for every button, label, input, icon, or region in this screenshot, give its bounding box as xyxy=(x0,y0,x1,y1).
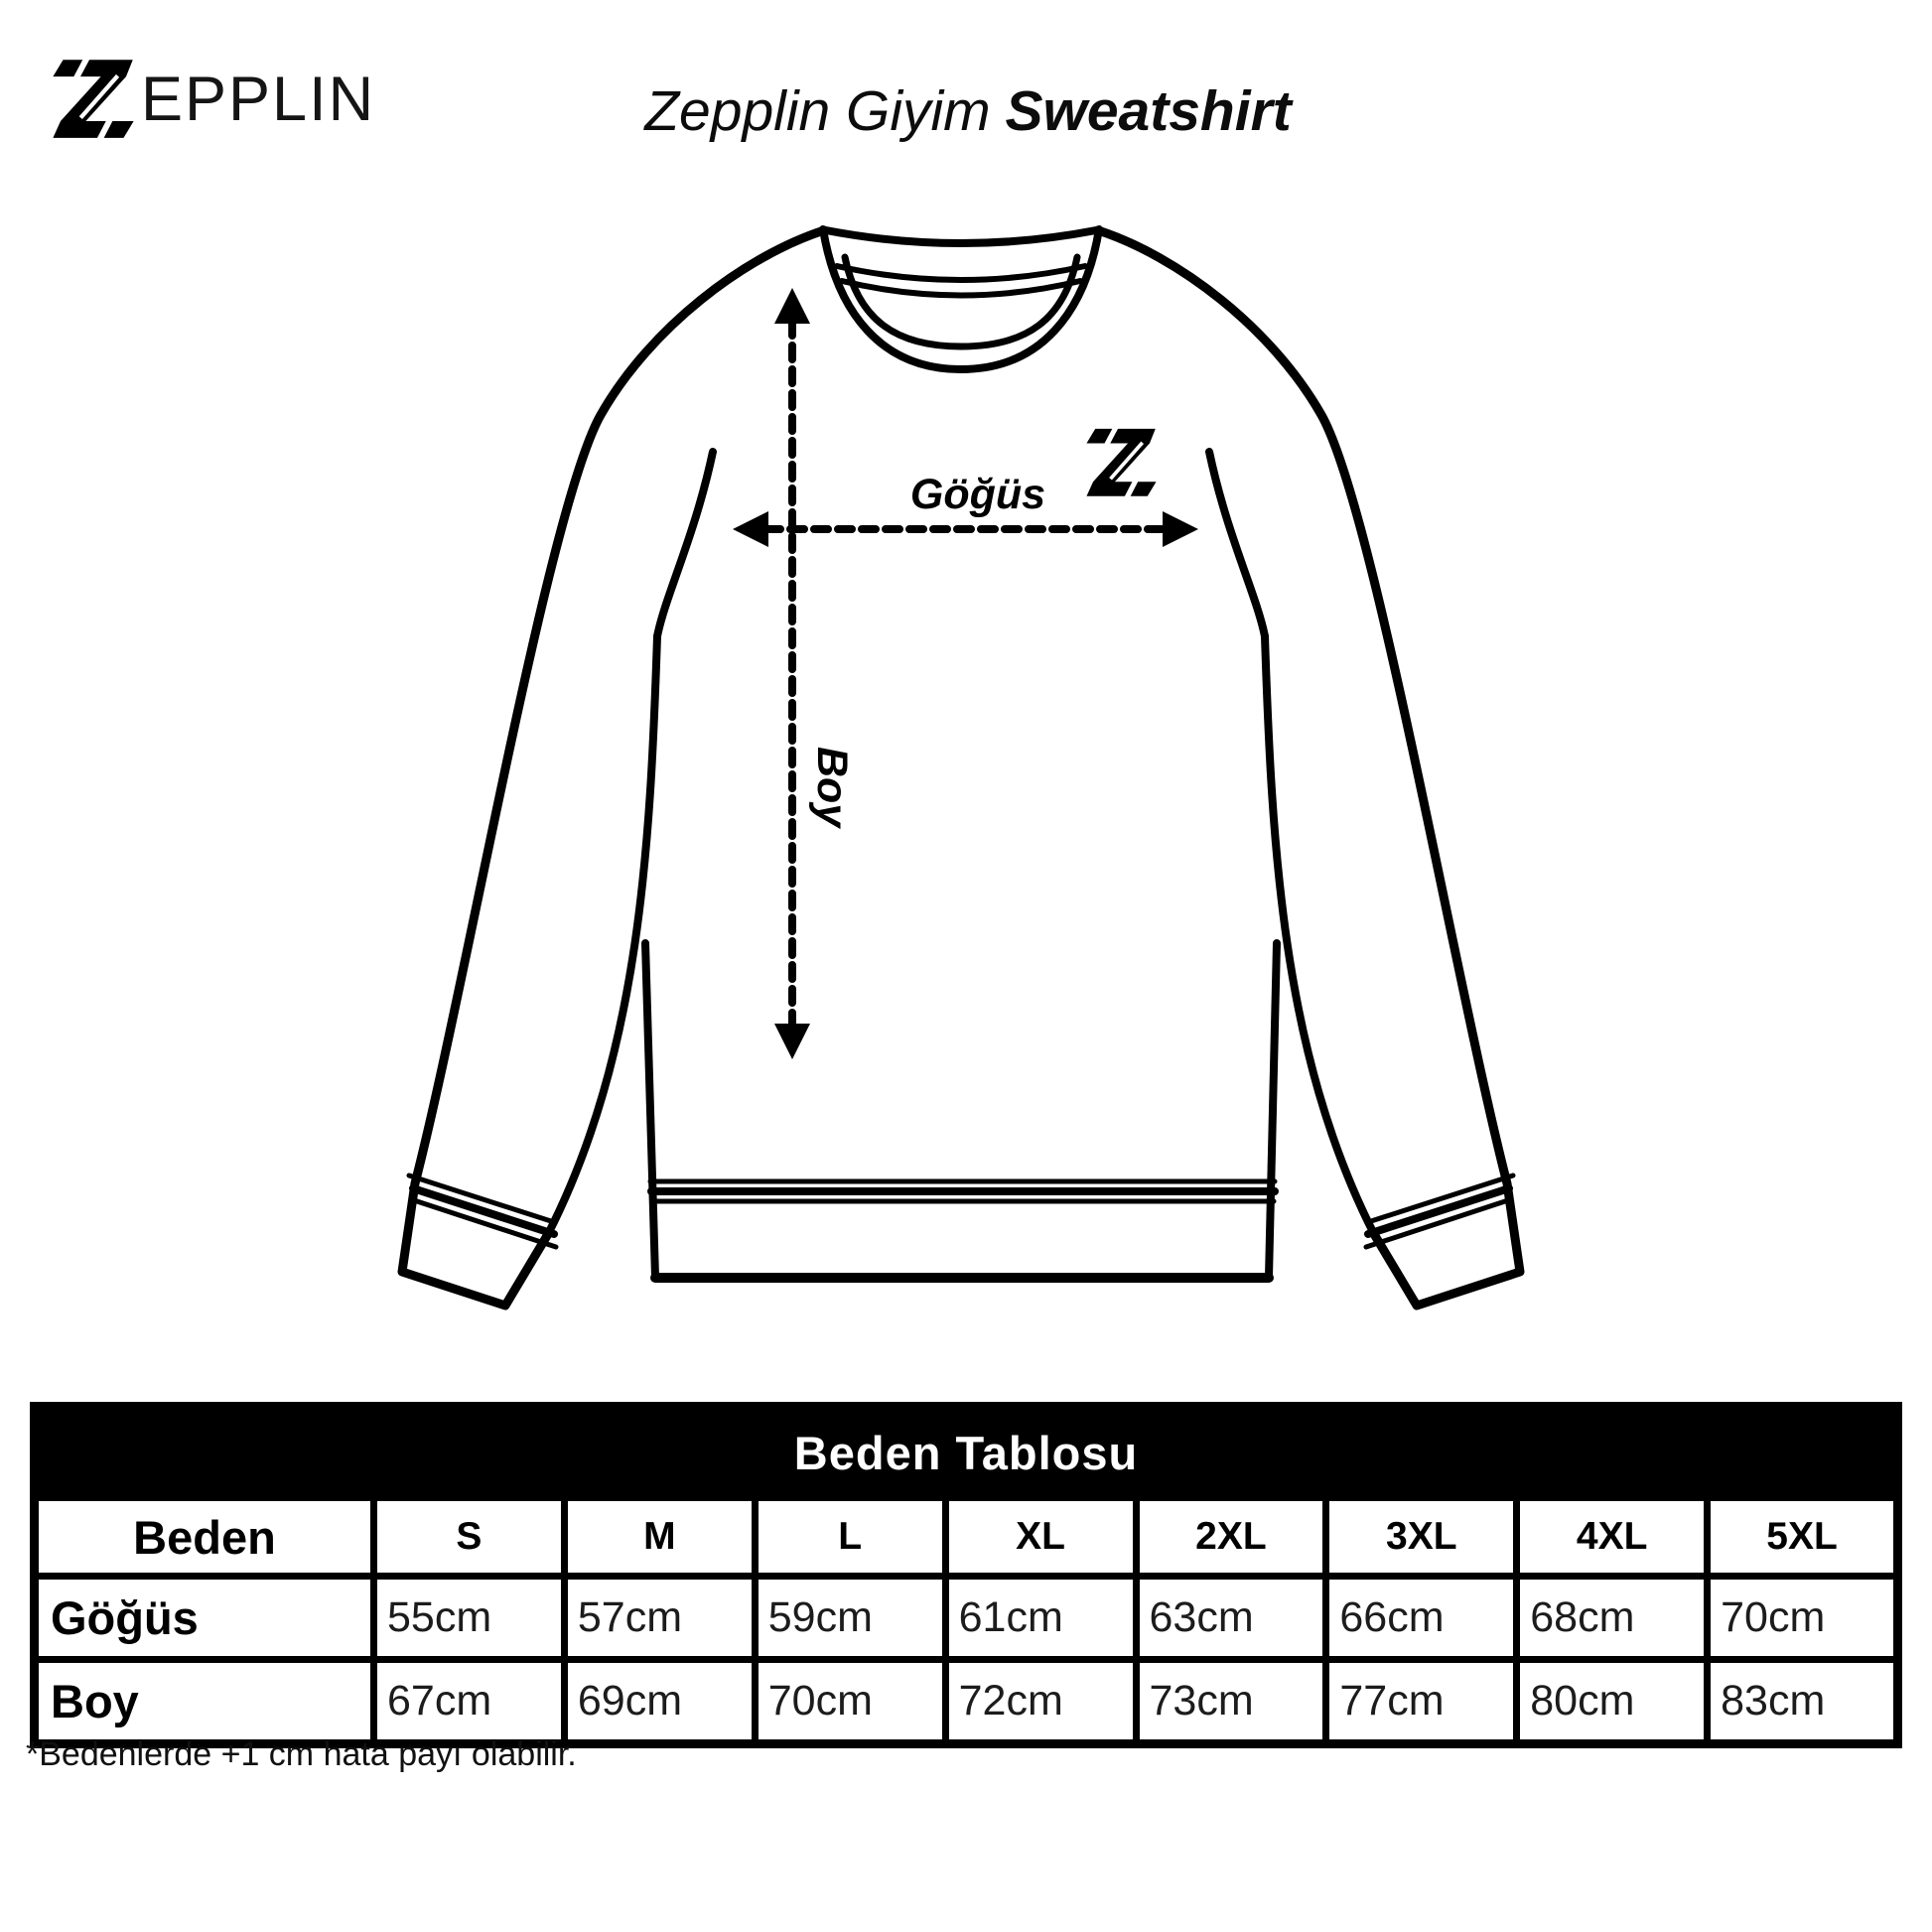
measure-value: 72cm xyxy=(945,1660,1136,1744)
measure-value: 70cm xyxy=(1708,1577,1898,1660)
length-measure-arrow xyxy=(774,288,810,1059)
size-col-header: L xyxy=(755,1498,945,1577)
zepplin-z-icon xyxy=(50,52,137,147)
size-table-title-row xyxy=(35,1407,1898,1498)
page-title xyxy=(427,79,1509,145)
measure-value: 69cm xyxy=(564,1660,755,1744)
measure-value: 73cm xyxy=(1136,1660,1326,1744)
size-header-label: Beden xyxy=(35,1498,374,1577)
page-title-brand: Zepplin Giyim xyxy=(644,79,991,143)
measure-value: 66cm xyxy=(1326,1577,1517,1660)
measure-value: 55cm xyxy=(374,1577,565,1660)
size-col-header: 5XL xyxy=(1708,1498,1898,1577)
sweatshirt-left-sleeve xyxy=(402,230,824,1306)
page-title-product: Sweatshirt xyxy=(1005,79,1292,143)
measure-value: 70cm xyxy=(755,1660,945,1744)
size-header-row xyxy=(35,1498,1898,1577)
size-disclaimer: *Bedenlerde +1 cm hata payı olabilir. xyxy=(26,1735,577,1773)
chest-measure-arrow xyxy=(733,511,1198,547)
measure-value: 63cm xyxy=(1136,1577,1326,1660)
chest-measure-label: Göğüs xyxy=(909,471,1046,518)
arrow-right-icon xyxy=(1163,511,1198,547)
chest-measure-row xyxy=(35,1577,1898,1660)
sweatshirt-right-sleeve xyxy=(1098,230,1520,1306)
measure-value: 57cm xyxy=(564,1577,755,1660)
size-col-header: 2XL xyxy=(1136,1498,1326,1577)
brand-logo-text: EPPLIN xyxy=(141,64,376,134)
size-table-title: Beden Tablosu xyxy=(35,1407,1898,1498)
measure-value: 77cm xyxy=(1326,1660,1517,1744)
size-col-header: S xyxy=(374,1498,565,1577)
measure-value: 68cm xyxy=(1517,1577,1708,1660)
arrow-left-icon xyxy=(733,511,768,547)
measure-value: 80cm xyxy=(1517,1660,1708,1744)
sweatshirt-body xyxy=(645,452,1277,1278)
size-col-header: M xyxy=(564,1498,755,1577)
length-measure-row xyxy=(35,1660,1898,1744)
measure-value: 61cm xyxy=(945,1577,1136,1660)
measure-row-label: Boy xyxy=(35,1660,374,1744)
arrow-up-icon xyxy=(774,288,810,324)
measure-row-label: Göğüs xyxy=(35,1577,374,1660)
chest-z-logo-icon xyxy=(1086,424,1156,501)
arrow-down-icon xyxy=(774,1024,810,1059)
brand-logo xyxy=(50,52,375,147)
measure-value: 67cm xyxy=(374,1660,565,1744)
size-col-header: 4XL xyxy=(1517,1498,1708,1577)
sweatshirt-collar xyxy=(823,229,1099,369)
size-col-header: 3XL xyxy=(1326,1498,1517,1577)
measure-value: 59cm xyxy=(755,1577,945,1660)
size-table xyxy=(30,1402,1902,1748)
size-col-header: XL xyxy=(945,1498,1136,1577)
measure-value: 83cm xyxy=(1708,1660,1898,1744)
length-measure-label: Boy xyxy=(808,747,856,828)
